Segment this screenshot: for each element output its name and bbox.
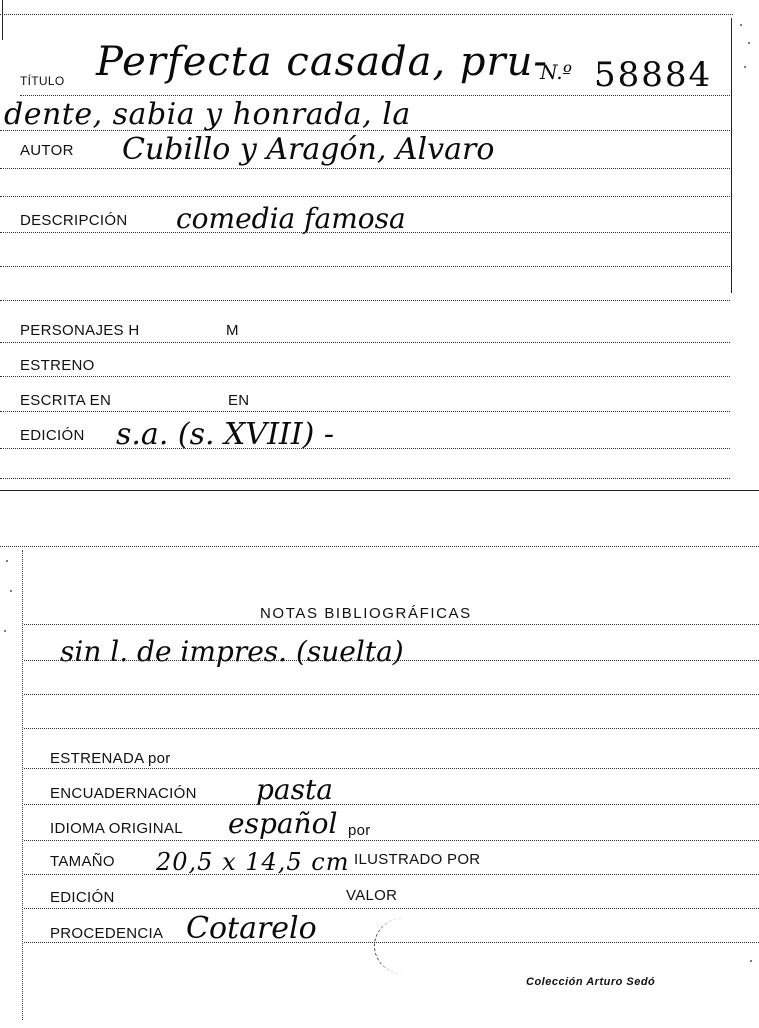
encuadernacion-value: pasta [256, 773, 333, 806]
notas-heading: NOTAS BIBLIOGRÁFICAS [260, 605, 472, 622]
titulo-label: TÍTULO [20, 74, 65, 88]
blank-line-2 [0, 266, 730, 267]
ilustrado-label: ILUSTRADO POR [354, 851, 481, 868]
scan-speck [740, 24, 742, 26]
idioma-por-label: por [348, 822, 371, 839]
valor-label: VALOR [346, 887, 398, 904]
card-top-edge [0, 14, 733, 15]
idioma-line [24, 840, 759, 841]
estreno-label: ESTRENO [20, 357, 95, 374]
procedencia-label: PROCEDENCIA [50, 925, 164, 942]
edicion-label: EDICIÓN [20, 427, 85, 444]
scan-speck [4, 630, 6, 632]
stamp-circle [374, 918, 433, 974]
autor-value: Cubillo y Aragón, Alvaro [122, 132, 495, 167]
notas-line-2 [24, 660, 759, 661]
estreno-line [0, 376, 730, 377]
titulo-line [20, 95, 730, 96]
scan-speck [748, 42, 750, 44]
catalog-card-back [0, 540, 759, 1028]
card2-top-edge [0, 546, 759, 547]
card-left-edge [2, 0, 3, 40]
procedencia-value: Cotarelo [186, 911, 317, 946]
autor-label: AUTOR [20, 142, 74, 159]
escrita-line [0, 411, 730, 412]
scan-speck [10, 590, 12, 592]
notas-line-4 [24, 728, 759, 729]
descripcion-label: DESCRIPCIÓN [20, 212, 128, 229]
estrenada-line [24, 768, 759, 769]
numero-label: N.º [540, 60, 572, 84]
personajes-m-label: M [226, 322, 239, 339]
tamano-value: 20,5 x 14,5 cm [156, 848, 350, 876]
numero-value: 58884 [594, 55, 713, 95]
notas-line-3 [24, 694, 759, 695]
tamano-label: TAMAÑO [50, 853, 115, 870]
edicion2-label: EDICIÓN [50, 889, 115, 906]
encuadernacion-label: ENCUADERNACIÓN [50, 785, 197, 802]
autor-line [0, 168, 730, 169]
idioma-value: español [228, 807, 338, 840]
titulo-line-2 [0, 130, 730, 131]
tamano-line [24, 874, 759, 875]
card-right-edge [731, 18, 732, 293]
catalog-card-front [0, 0, 759, 494]
notas-line-1 [24, 624, 759, 625]
blank-line-1 [0, 196, 730, 197]
card-bottom-edge [0, 490, 759, 491]
scan-speck [744, 66, 746, 68]
encuadernacion-line [24, 804, 759, 805]
personajes-h-label: PERSONAJES H [20, 322, 140, 339]
notas-value: sin l. de impres. (suelta) [60, 635, 404, 668]
edicion2-line [24, 908, 759, 909]
titulo-value: Perfecta casada, pru- [96, 39, 548, 85]
blank-line-4 [0, 478, 730, 479]
coleccion-stamp: Colección Arturo Sedó [526, 976, 656, 988]
escrita-en-label: ESCRITA EN [20, 392, 112, 409]
edicion-value: s.a. (s. XVIII) - [116, 417, 335, 452]
edicion-line [0, 448, 730, 449]
idioma-label: IDIOMA ORIGINAL [50, 820, 183, 837]
titulo-value-continued: dente, sabia y honrada, la [4, 97, 411, 132]
estrenada-label: ESTRENADA por [50, 750, 171, 767]
personajes-line [0, 342, 730, 343]
descripcion-value: comedia famosa [176, 202, 406, 235]
scan-speck [6, 560, 8, 562]
blank-line-3 [0, 300, 730, 301]
card2-left-edge [22, 550, 23, 1020]
escrita-en-label-2: EN [228, 392, 250, 409]
descripcion-line [0, 232, 730, 233]
scan-speck [750, 960, 752, 962]
